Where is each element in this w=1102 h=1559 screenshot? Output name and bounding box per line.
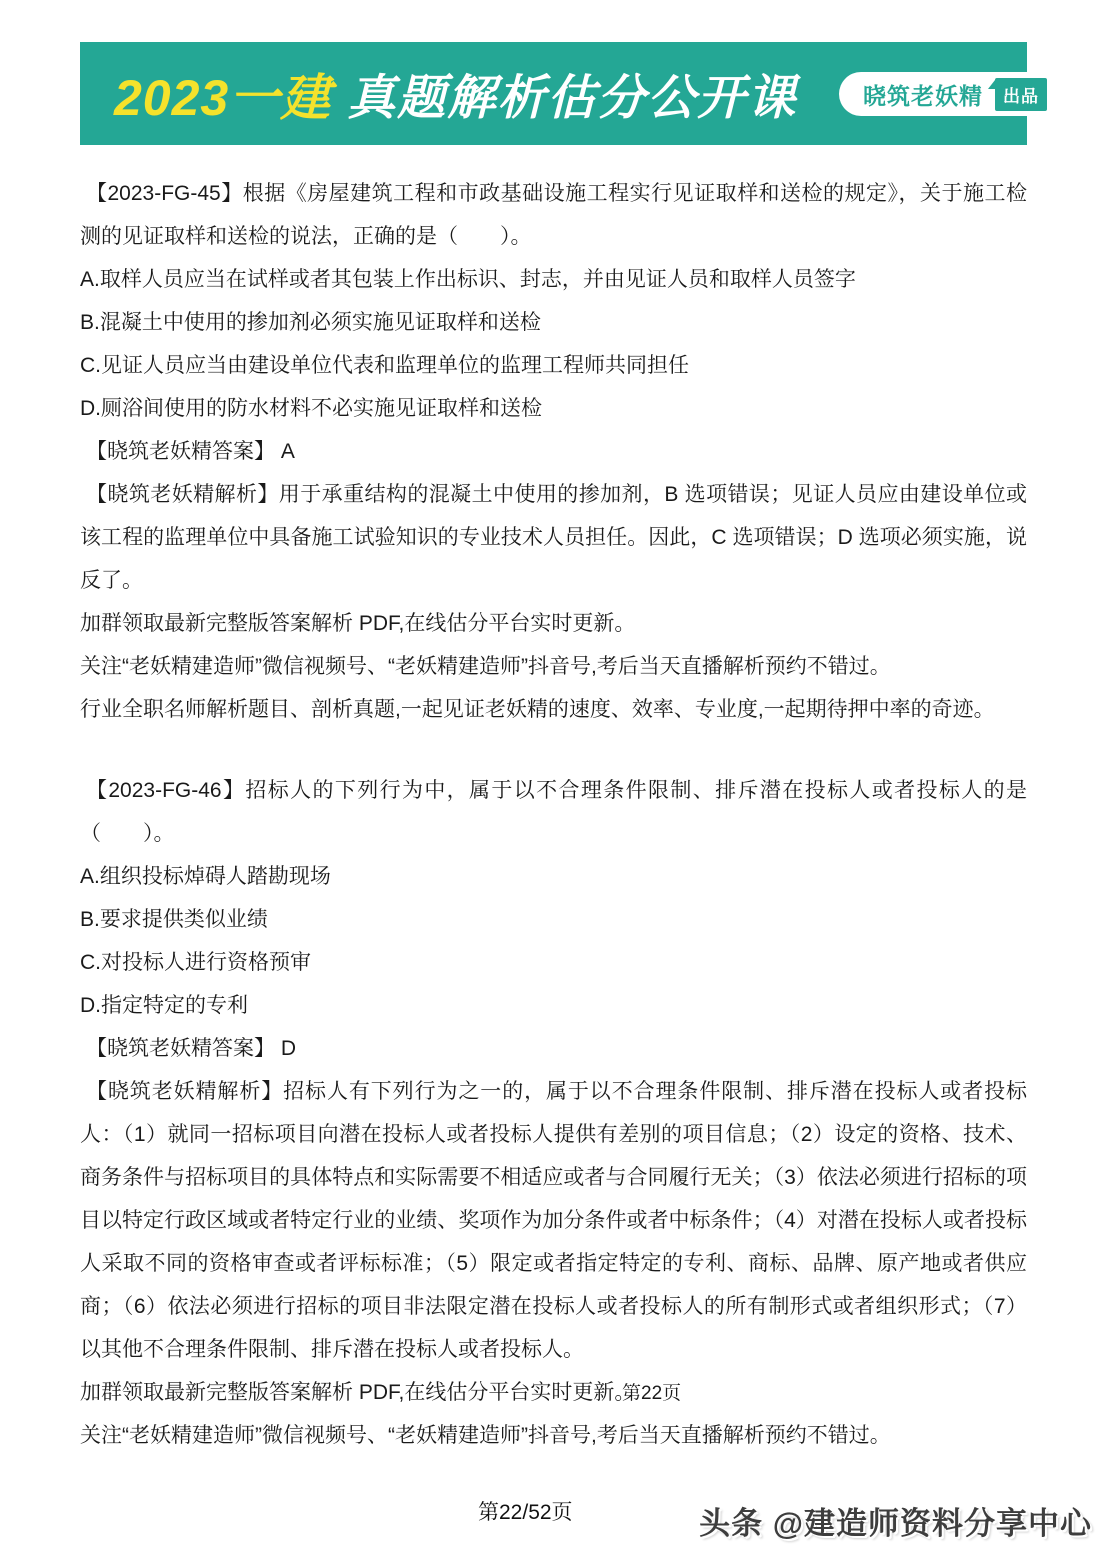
document-body: [80, 172, 1027, 1457]
question-46-option-b: B.要求提供类似业绩: [80, 908, 268, 931]
question-46-promo-group: 加群领取最新完整版答案解析 PDF,在线估分平台实时更新。: [80, 1381, 636, 1404]
question-45-promo-follow: 关注“老妖精建造师”微信视频号、“老妖精建造师”抖音号,考后当天直播解析预约不错过。: [80, 655, 891, 678]
banner-subtitle: 真题解析估分公开课: [347, 72, 798, 125]
header-banner: [80, 42, 1039, 145]
question-46-option-d: D.指定特定的专利: [80, 994, 248, 1017]
toutiao-watermark: 头条 @建造师资料分享中心: [699, 1506, 1092, 1541]
section-spacer: [80, 731, 1027, 769]
publisher-badge-label: 出品: [1003, 86, 1039, 106]
question-46-analysis: 【晓筑老妖精解析】招标人有下列行为之一的，属于以不合理条件限制、排斥潜在投标人或者投标人：（1）就同一招标项目向潜在投标人或者投标人提供有差别的项目信息；（2）设定的资格、技术、商务条件与招标项目的具体特点和实际需要不相适应或者与合同履行无关；（3）依法必须进行招标的项目以特定行政区域或者特定行业的业绩、奖项作为加分条件或者中标条件；（4）对潜在投标人或者投标人采取不同的资格审查或者评标标准；（5）限定或者指定特定的专利、商标、品牌、原产地或者供应商；（6）依法必须进行招标的项目非法限定潜在投标人或者投标人的所有制形式或者组织形式；（7）以其他不合理条件限制、排斥潜在投标人或者投标人。: [80, 1080, 1027, 1361]
question-45-text: 【2023-FG-45】根据《房屋建筑工程和市政基础设施工程实行见证取样和送检的规定》，关于施工检测的见证取样和送检的说法，正确的是（ ）。: [80, 182, 1027, 248]
question-46-answer: 【晓筑老妖精答案】 D: [86, 1037, 296, 1060]
publisher-badge: [995, 78, 1047, 111]
question-45-promo-group: 加群领取最新完整版答案解析 PDF,在线估分平台实时更新。: [80, 612, 636, 635]
question-45-option-a: A.取样人员应当在试样或者其包装上作出标识、封志，并由见证人员和取样人员签字: [80, 268, 856, 291]
banner-year-title: 2023一建: [114, 69, 332, 126]
question-46-option-a: A.组织投标焯碍人踏勘现场: [80, 865, 331, 888]
question-45-option-c: C.见证人员应当由建设单位代表和监理单位的监理工程师共同担任: [80, 354, 689, 377]
question-45-option-b: B.混凝土中使用的掺加剂必须实施见证取样和送检: [80, 311, 541, 334]
publisher-logo: [839, 72, 1039, 116]
question-45-answer: 【晓筑老妖精答案】 A: [86, 440, 295, 463]
viewer-page-indicator: 第22/52页: [478, 1501, 573, 1524]
question-46-text: 【2023-FG-46】招标人的下列行为中，属于以不合理条件限制、排斥潜在投标人或者投标人的是（ ）。: [80, 779, 1027, 845]
question-45-option-d: D.厕浴间使用的防水材料不必实施见证取样和送检: [80, 397, 542, 420]
document-page-number: 第22页: [622, 1383, 682, 1404]
question-45-promo-teacher: 行业全职名师解析题目、剖析真题,一起见证老妖精的速度、效率、专业度,一起期待押中率的奇迹。: [80, 698, 995, 721]
publisher-logo-text: 晓筑老妖精: [863, 82, 983, 109]
question-46-promo-follow: 关注“老妖精建造师”微信视频号、“老妖精建造师”抖音号,考后当天直播解析预约不错过。: [80, 1424, 891, 1447]
question-46-option-c: C.对投标人进行资格预审: [80, 951, 311, 974]
badge-notch-icon: [988, 80, 995, 89]
question-45-analysis: 【晓筑老妖精解析】用于承重结构的混凝土中使用的掺加剂，B 选项错误；见证人员应由建设单位或该工程的监理单位中具备施工试验知识的专业技术人员担任。因此，C 选项错误；D 选项必须实施，说反了。: [80, 483, 1027, 592]
